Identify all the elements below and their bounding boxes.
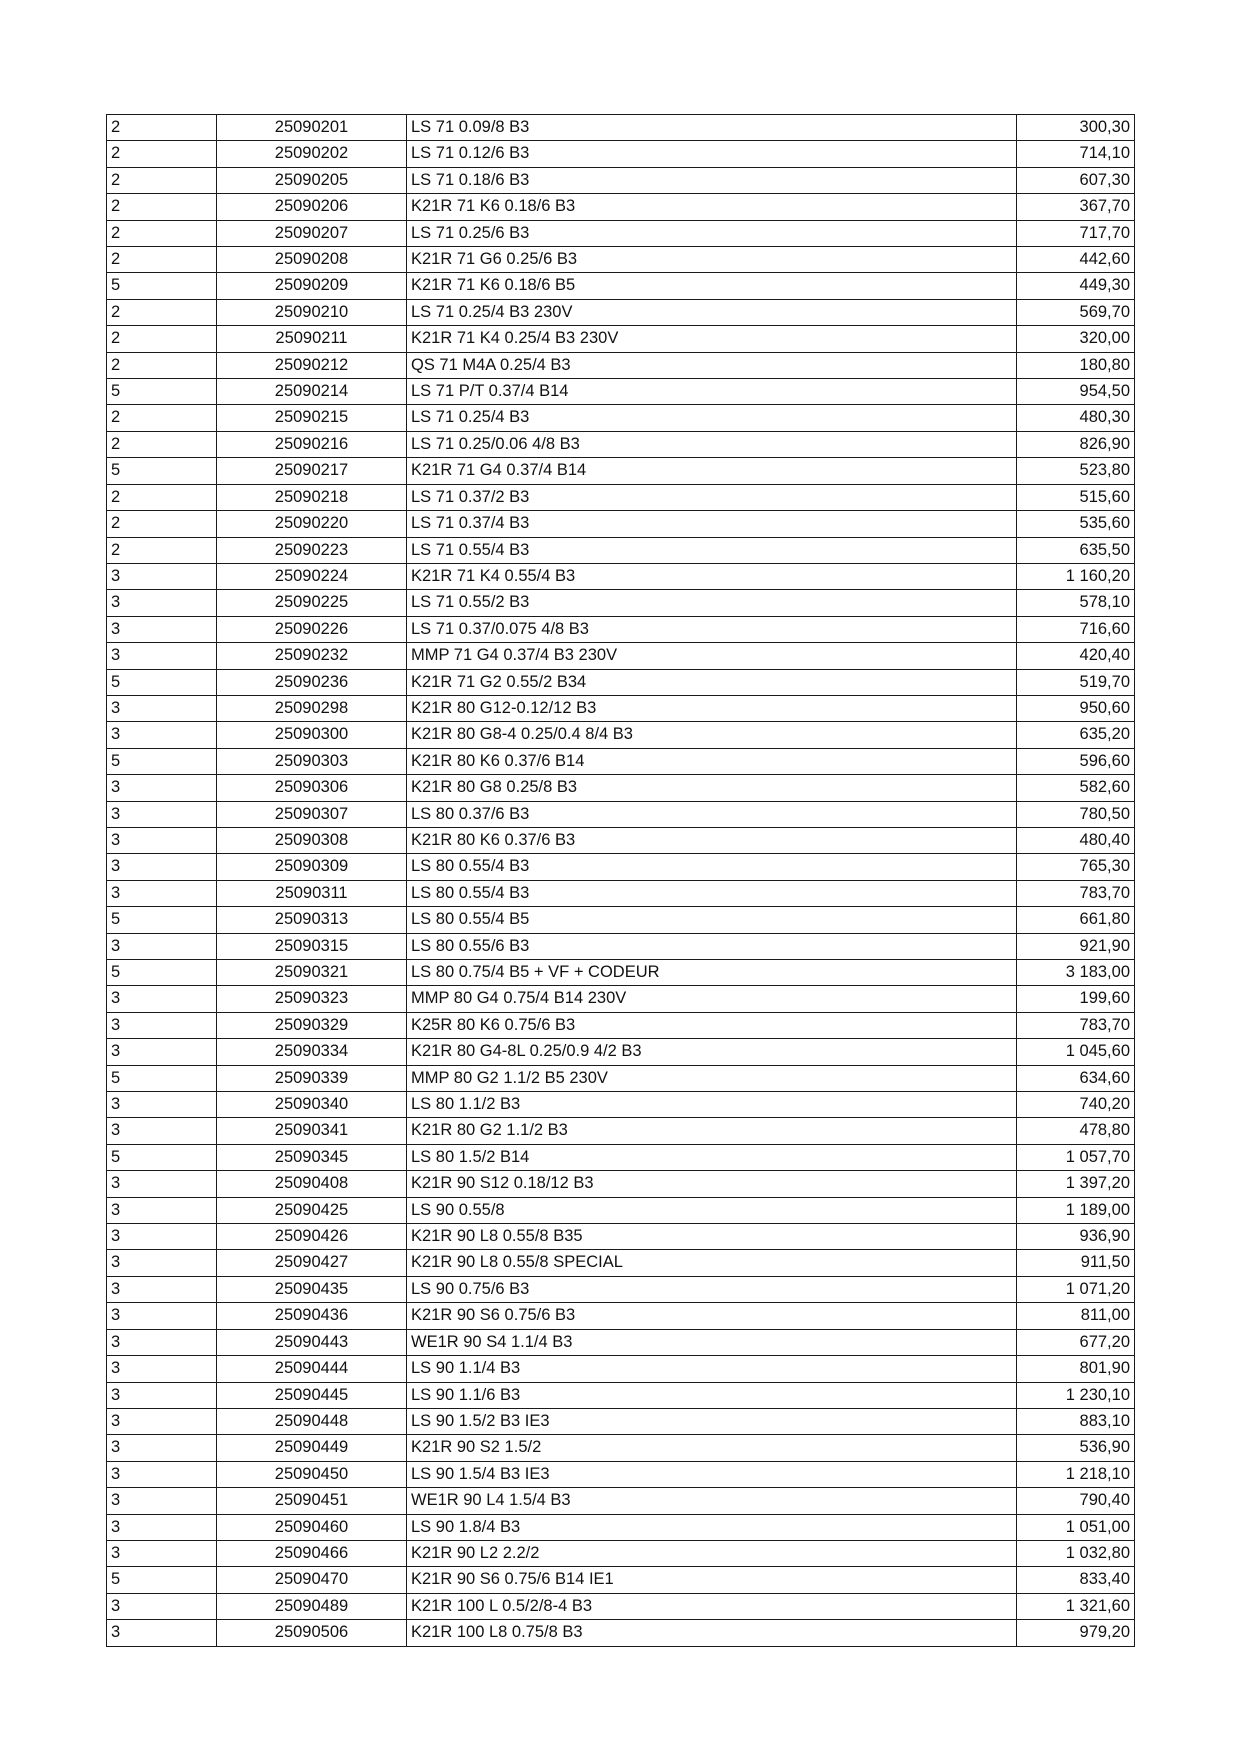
description-cell: K21R 100 L8 0.75/8 B3 <box>407 1620 1017 1646</box>
quantity-cell: 3 <box>107 986 217 1012</box>
description-cell: K21R 80 G8-4 0.25/0.4 8/4 B3 <box>407 722 1017 748</box>
price-cell: 954,50 <box>1017 379 1135 405</box>
quantity-cell: 2 <box>107 431 217 457</box>
quantity-cell: 3 <box>107 1356 217 1382</box>
description-cell: WE1R 90 L4 1.5/4 B3 <box>407 1488 1017 1514</box>
description-cell: LS 71 0.55/2 B3 <box>407 590 1017 616</box>
reference-cell: 25090445 <box>217 1382 407 1408</box>
table-row <box>107 1514 1135 1540</box>
reference-cell: 25090444 <box>217 1356 407 1382</box>
table-row <box>107 537 1135 563</box>
table-row <box>107 1012 1135 1038</box>
price-cell: 1 071,20 <box>1017 1276 1135 1302</box>
table-row <box>107 1171 1135 1197</box>
description-cell: K21R 90 L2 2.2/2 <box>407 1540 1017 1566</box>
table-row <box>107 1092 1135 1118</box>
price-cell: 1 160,20 <box>1017 563 1135 589</box>
table-row <box>107 1039 1135 1065</box>
price-cell: 420,40 <box>1017 643 1135 669</box>
reference-cell: 25090232 <box>217 643 407 669</box>
price-cell: 783,70 <box>1017 1012 1135 1038</box>
table-row <box>107 1488 1135 1514</box>
table-row <box>107 1356 1135 1382</box>
description-cell: K21R 80 K6 0.37/6 B14 <box>407 748 1017 774</box>
table-row <box>107 722 1135 748</box>
table-row <box>107 801 1135 827</box>
reference-cell: 25090436 <box>217 1303 407 1329</box>
quantity-cell: 3 <box>107 722 217 748</box>
table-row <box>107 1197 1135 1223</box>
description-cell: K21R 71 K6 0.18/6 B5 <box>407 273 1017 299</box>
reference-cell: 25090212 <box>217 352 407 378</box>
quantity-cell: 3 <box>107 1408 217 1434</box>
description-cell: K21R 80 G2 1.1/2 B3 <box>407 1118 1017 1144</box>
price-cell: 661,80 <box>1017 907 1135 933</box>
description-cell: LS 71 0.18/6 B3 <box>407 167 1017 193</box>
table-row <box>107 563 1135 589</box>
table-row <box>107 827 1135 853</box>
reference-cell: 25090223 <box>217 537 407 563</box>
reference-cell: 25090425 <box>217 1197 407 1223</box>
table-row <box>107 854 1135 880</box>
quantity-cell: 3 <box>107 1461 217 1487</box>
quantity-cell: 5 <box>107 960 217 986</box>
price-cell: 811,00 <box>1017 1303 1135 1329</box>
description-cell: LS 80 1.1/2 B3 <box>407 1092 1017 1118</box>
description-cell: LS 80 0.55/4 B5 <box>407 907 1017 933</box>
reference-cell: 25090210 <box>217 299 407 325</box>
price-cell: 1 321,60 <box>1017 1593 1135 1619</box>
quantity-cell: 3 <box>107 590 217 616</box>
quantity-cell: 3 <box>107 1250 217 1276</box>
reference-cell: 25090340 <box>217 1092 407 1118</box>
price-cell: 180,80 <box>1017 352 1135 378</box>
reference-cell: 25090205 <box>217 167 407 193</box>
table-body <box>107 115 1135 1647</box>
price-cell: 677,20 <box>1017 1329 1135 1355</box>
description-cell: K21R 71 K6 0.18/6 B3 <box>407 194 1017 220</box>
reference-cell: 25090470 <box>217 1567 407 1593</box>
reference-cell: 25090206 <box>217 194 407 220</box>
table-row <box>107 880 1135 906</box>
description-cell: K21R 80 K6 0.37/6 B3 <box>407 827 1017 853</box>
table-row <box>107 1408 1135 1434</box>
table-row <box>107 1593 1135 1619</box>
reference-cell: 25090329 <box>217 1012 407 1038</box>
reference-cell: 25090313 <box>217 907 407 933</box>
reference-cell: 25090217 <box>217 458 407 484</box>
price-cell: 783,70 <box>1017 880 1135 906</box>
table-row <box>107 352 1135 378</box>
description-cell: LS 90 0.55/8 <box>407 1197 1017 1223</box>
quantity-cell: 3 <box>107 1224 217 1250</box>
quantity-cell: 3 <box>107 801 217 827</box>
reference-cell: 25090408 <box>217 1171 407 1197</box>
table-row <box>107 511 1135 537</box>
reference-cell: 25090426 <box>217 1224 407 1250</box>
reference-cell: 25090298 <box>217 695 407 721</box>
reference-cell: 25090466 <box>217 1540 407 1566</box>
quantity-cell: 5 <box>107 1065 217 1091</box>
table-row <box>107 1435 1135 1461</box>
quantity-cell: 5 <box>107 748 217 774</box>
table-row <box>107 643 1135 669</box>
table-row <box>107 115 1135 141</box>
reference-cell: 25090209 <box>217 273 407 299</box>
reference-cell: 25090341 <box>217 1118 407 1144</box>
reference-cell: 25090208 <box>217 247 407 273</box>
description-cell: LS 90 1.1/6 B3 <box>407 1382 1017 1408</box>
price-cell: 536,90 <box>1017 1435 1135 1461</box>
price-cell: 478,80 <box>1017 1118 1135 1144</box>
price-cell: 765,30 <box>1017 854 1135 880</box>
reference-cell: 25090450 <box>217 1461 407 1487</box>
quantity-cell: 2 <box>107 299 217 325</box>
quantity-cell: 2 <box>107 326 217 352</box>
quantity-cell: 5 <box>107 907 217 933</box>
quantity-cell: 2 <box>107 537 217 563</box>
reference-cell: 25090339 <box>217 1065 407 1091</box>
table-row <box>107 1144 1135 1170</box>
reference-cell: 25090300 <box>217 722 407 748</box>
price-cell: 519,70 <box>1017 669 1135 695</box>
description-cell: QS 71 M4A 0.25/4 B3 <box>407 352 1017 378</box>
description-cell: K21R 90 S2 1.5/2 <box>407 1435 1017 1461</box>
price-cell: 716,60 <box>1017 616 1135 642</box>
table-row <box>107 379 1135 405</box>
price-cell: 367,70 <box>1017 194 1135 220</box>
description-cell: LS 90 1.1/4 B3 <box>407 1356 1017 1382</box>
description-cell: K21R 80 G4-8L 0.25/0.9 4/2 B3 <box>407 1039 1017 1065</box>
table-row <box>107 960 1135 986</box>
reference-cell: 25090489 <box>217 1593 407 1619</box>
price-cell: 780,50 <box>1017 801 1135 827</box>
price-cell: 3 183,00 <box>1017 960 1135 986</box>
description-cell: LS 71 0.12/6 B3 <box>407 141 1017 167</box>
reference-cell: 25090448 <box>217 1408 407 1434</box>
quantity-cell: 3 <box>107 1276 217 1302</box>
description-cell: LS 71 P/T 0.37/4 B14 <box>407 379 1017 405</box>
table-row <box>107 986 1135 1012</box>
description-cell: K21R 71 K4 0.55/4 B3 <box>407 563 1017 589</box>
description-cell: K21R 80 G8 0.25/8 B3 <box>407 775 1017 801</box>
reference-cell: 25090308 <box>217 827 407 853</box>
reference-cell: 25090220 <box>217 511 407 537</box>
reference-cell: 25090345 <box>217 1144 407 1170</box>
quantity-cell: 3 <box>107 775 217 801</box>
reference-cell: 25090460 <box>217 1514 407 1540</box>
quantity-cell: 3 <box>107 1303 217 1329</box>
table-row <box>107 326 1135 352</box>
table-row <box>107 695 1135 721</box>
price-cell: 596,60 <box>1017 748 1135 774</box>
price-table <box>106 114 1135 1647</box>
description-cell: K21R 90 L8 0.55/8 SPECIAL <box>407 1250 1017 1276</box>
quantity-cell: 3 <box>107 933 217 959</box>
description-cell: K21R 90 L8 0.55/8 B35 <box>407 1224 1017 1250</box>
table-row <box>107 907 1135 933</box>
table-row <box>107 748 1135 774</box>
table-row <box>107 167 1135 193</box>
table-row <box>107 141 1135 167</box>
reference-cell: 25090218 <box>217 484 407 510</box>
reference-cell: 25090451 <box>217 1488 407 1514</box>
quantity-cell: 3 <box>107 827 217 853</box>
table-row <box>107 1303 1135 1329</box>
reference-cell: 25090214 <box>217 379 407 405</box>
table-row <box>107 616 1135 642</box>
reference-cell: 25090321 <box>217 960 407 986</box>
quantity-cell: 3 <box>107 880 217 906</box>
description-cell: LS 71 0.37/0.075 4/8 B3 <box>407 616 1017 642</box>
description-cell: LS 80 0.55/6 B3 <box>407 933 1017 959</box>
quantity-cell: 2 <box>107 484 217 510</box>
description-cell: K21R 90 S6 0.75/6 B3 <box>407 1303 1017 1329</box>
description-cell: LS 80 0.55/4 B3 <box>407 854 1017 880</box>
price-cell: 300,30 <box>1017 115 1135 141</box>
description-cell: LS 90 1.5/4 B3 IE3 <box>407 1461 1017 1487</box>
quantity-cell: 5 <box>107 379 217 405</box>
price-cell: 936,90 <box>1017 1224 1135 1250</box>
quantity-cell: 3 <box>107 1488 217 1514</box>
price-cell: 442,60 <box>1017 247 1135 273</box>
quantity-cell: 3 <box>107 563 217 589</box>
quantity-cell: 3 <box>107 1620 217 1646</box>
table-row <box>107 431 1135 457</box>
table-row <box>107 1276 1135 1302</box>
quantity-cell: 3 <box>107 1118 217 1144</box>
description-cell: K21R 80 G12-0.12/12 B3 <box>407 695 1017 721</box>
price-cell: 790,40 <box>1017 1488 1135 1514</box>
quantity-cell: 3 <box>107 854 217 880</box>
price-cell: 1 230,10 <box>1017 1382 1135 1408</box>
quantity-cell: 3 <box>107 1329 217 1355</box>
price-cell: 634,60 <box>1017 1065 1135 1091</box>
reference-cell: 25090311 <box>217 880 407 906</box>
table-row <box>107 1382 1135 1408</box>
reference-cell: 25090449 <box>217 1435 407 1461</box>
price-cell: 740,20 <box>1017 1092 1135 1118</box>
quantity-cell: 2 <box>107 247 217 273</box>
description-cell: MMP 80 G4 0.75/4 B14 230V <box>407 986 1017 1012</box>
price-cell: 535,60 <box>1017 511 1135 537</box>
reference-cell: 25090323 <box>217 986 407 1012</box>
quantity-cell: 2 <box>107 405 217 431</box>
quantity-cell: 3 <box>107 1171 217 1197</box>
quantity-cell: 2 <box>107 167 217 193</box>
quantity-cell: 3 <box>107 1593 217 1619</box>
quantity-cell: 2 <box>107 141 217 167</box>
table-row <box>107 273 1135 299</box>
price-cell: 607,30 <box>1017 167 1135 193</box>
description-cell: LS 71 0.25/6 B3 <box>407 220 1017 246</box>
reference-cell: 25090303 <box>217 748 407 774</box>
description-cell: LS 71 0.25/4 B3 230V <box>407 299 1017 325</box>
table-row <box>107 299 1135 325</box>
description-cell: LS 71 0.09/8 B3 <box>407 115 1017 141</box>
quantity-cell: 3 <box>107 1435 217 1461</box>
quantity-cell: 2 <box>107 115 217 141</box>
reference-cell: 25090201 <box>217 115 407 141</box>
quantity-cell: 3 <box>107 1012 217 1038</box>
description-cell: K21R 100 L 0.5/2/8-4 B3 <box>407 1593 1017 1619</box>
quantity-cell: 3 <box>107 1540 217 1566</box>
price-cell: 979,20 <box>1017 1620 1135 1646</box>
description-cell: MMP 80 G2 1.1/2 B5 230V <box>407 1065 1017 1091</box>
table-row <box>107 1065 1135 1091</box>
table-row <box>107 247 1135 273</box>
table-row <box>107 669 1135 695</box>
price-cell: 480,40 <box>1017 827 1135 853</box>
description-cell: K25R 80 K6 0.75/6 B3 <box>407 1012 1017 1038</box>
quantity-cell: 3 <box>107 1514 217 1540</box>
reference-cell: 25090427 <box>217 1250 407 1276</box>
reference-cell: 25090309 <box>217 854 407 880</box>
table-row <box>107 194 1135 220</box>
price-cell: 449,30 <box>1017 273 1135 299</box>
description-cell: K21R 90 S12 0.18/12 B3 <box>407 1171 1017 1197</box>
description-cell: LS 80 0.55/4 B3 <box>407 880 1017 906</box>
price-cell: 635,50 <box>1017 537 1135 563</box>
price-cell: 714,10 <box>1017 141 1135 167</box>
reference-cell: 25090307 <box>217 801 407 827</box>
description-cell: K21R 90 S6 0.75/6 B14 IE1 <box>407 1567 1017 1593</box>
price-cell: 950,60 <box>1017 695 1135 721</box>
table-row <box>107 775 1135 801</box>
reference-cell: 25090236 <box>217 669 407 695</box>
table-row <box>107 484 1135 510</box>
quantity-cell: 2 <box>107 194 217 220</box>
description-cell: MMP 71 G4 0.37/4 B3 230V <box>407 643 1017 669</box>
description-cell: K21R 71 G6 0.25/6 B3 <box>407 247 1017 273</box>
reference-cell: 25090315 <box>217 933 407 959</box>
quantity-cell: 3 <box>107 1039 217 1065</box>
table-row <box>107 1329 1135 1355</box>
reference-cell: 25090215 <box>217 405 407 431</box>
description-cell: K21R 71 G2 0.55/2 B34 <box>407 669 1017 695</box>
price-cell: 717,70 <box>1017 220 1135 246</box>
price-cell: 582,60 <box>1017 775 1135 801</box>
description-cell: LS 71 0.25/0.06 4/8 B3 <box>407 431 1017 457</box>
reference-cell: 25090306 <box>217 775 407 801</box>
price-cell: 1 397,20 <box>1017 1171 1135 1197</box>
reference-cell: 25090443 <box>217 1329 407 1355</box>
quantity-cell: 3 <box>107 616 217 642</box>
price-cell: 1 057,70 <box>1017 1144 1135 1170</box>
description-cell: LS 90 1.8/4 B3 <box>407 1514 1017 1540</box>
price-cell: 1 051,00 <box>1017 1514 1135 1540</box>
quantity-cell: 5 <box>107 669 217 695</box>
description-cell: LS 80 1.5/2 B14 <box>407 1144 1017 1170</box>
description-cell: K21R 71 K4 0.25/4 B3 230V <box>407 326 1017 352</box>
quantity-cell: 5 <box>107 1567 217 1593</box>
price-cell: 320,00 <box>1017 326 1135 352</box>
table-row <box>107 1620 1135 1646</box>
quantity-cell: 5 <box>107 1144 217 1170</box>
table-row <box>107 405 1135 431</box>
price-cell: 921,90 <box>1017 933 1135 959</box>
quantity-cell: 3 <box>107 695 217 721</box>
price-cell: 578,10 <box>1017 590 1135 616</box>
price-cell: 1 032,80 <box>1017 1540 1135 1566</box>
quantity-cell: 2 <box>107 220 217 246</box>
price-cell: 883,10 <box>1017 1408 1135 1434</box>
quantity-cell: 2 <box>107 511 217 537</box>
description-cell: K21R 71 G4 0.37/4 B14 <box>407 458 1017 484</box>
price-cell: 199,60 <box>1017 986 1135 1012</box>
description-cell: LS 80 0.37/6 B3 <box>407 801 1017 827</box>
price-cell: 635,20 <box>1017 722 1135 748</box>
description-cell: LS 71 0.37/4 B3 <box>407 511 1017 537</box>
price-cell: 515,60 <box>1017 484 1135 510</box>
price-cell: 1 218,10 <box>1017 1461 1135 1487</box>
table-row <box>107 1540 1135 1566</box>
price-cell: 833,40 <box>1017 1567 1135 1593</box>
table-row <box>107 590 1135 616</box>
price-cell: 1 045,60 <box>1017 1039 1135 1065</box>
table-row <box>107 220 1135 246</box>
quantity-cell: 3 <box>107 1197 217 1223</box>
reference-cell: 25090225 <box>217 590 407 616</box>
reference-cell: 25090216 <box>217 431 407 457</box>
description-cell: LS 71 0.25/4 B3 <box>407 405 1017 431</box>
price-cell: 523,80 <box>1017 458 1135 484</box>
reference-cell: 25090226 <box>217 616 407 642</box>
price-cell: 480,30 <box>1017 405 1135 431</box>
price-cell: 826,90 <box>1017 431 1135 457</box>
quantity-cell: 3 <box>107 1382 217 1408</box>
table-row <box>107 1567 1135 1593</box>
reference-cell: 25090506 <box>217 1620 407 1646</box>
quantity-cell: 3 <box>107 1092 217 1118</box>
reference-cell: 25090334 <box>217 1039 407 1065</box>
description-cell: LS 80 0.75/4 B5 + VF + CODEUR <box>407 960 1017 986</box>
description-cell: LS 71 0.37/2 B3 <box>407 484 1017 510</box>
reference-cell: 25090211 <box>217 326 407 352</box>
quantity-cell: 5 <box>107 458 217 484</box>
price-cell: 911,50 <box>1017 1250 1135 1276</box>
description-cell: LS 90 1.5/2 B3 IE3 <box>407 1408 1017 1434</box>
price-cell: 801,90 <box>1017 1356 1135 1382</box>
description-cell: LS 90 0.75/6 B3 <box>407 1276 1017 1302</box>
price-cell: 1 189,00 <box>1017 1197 1135 1223</box>
reference-cell: 25090207 <box>217 220 407 246</box>
table-row <box>107 933 1135 959</box>
table-row <box>107 1118 1135 1144</box>
reference-cell: 25090202 <box>217 141 407 167</box>
quantity-cell: 2 <box>107 352 217 378</box>
reference-cell: 25090224 <box>217 563 407 589</box>
table-row <box>107 458 1135 484</box>
table-row <box>107 1224 1135 1250</box>
quantity-cell: 3 <box>107 643 217 669</box>
table-row <box>107 1250 1135 1276</box>
table-row <box>107 1461 1135 1487</box>
price-cell: 569,70 <box>1017 299 1135 325</box>
quantity-cell: 5 <box>107 273 217 299</box>
description-cell: WE1R 90 S4 1.1/4 B3 <box>407 1329 1017 1355</box>
description-cell: LS 71 0.55/4 B3 <box>407 537 1017 563</box>
reference-cell: 25090435 <box>217 1276 407 1302</box>
